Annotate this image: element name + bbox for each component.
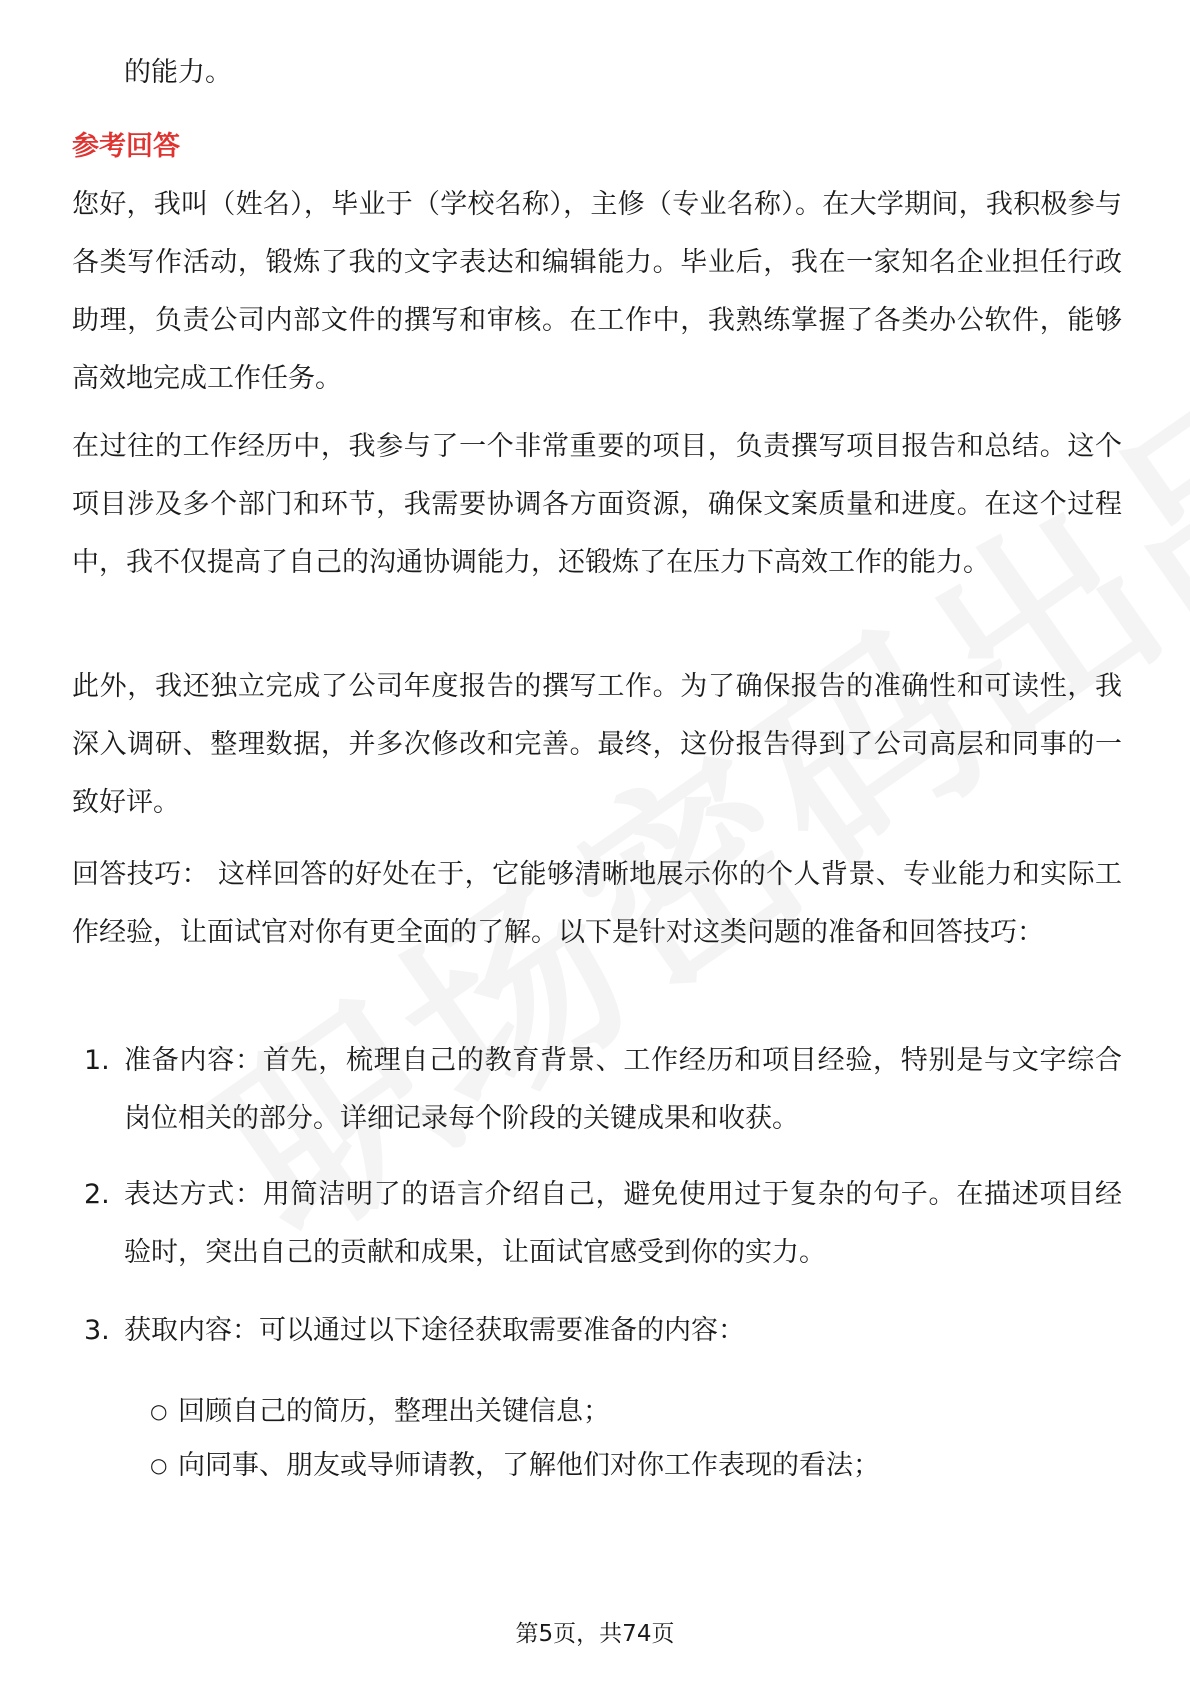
circle-bullet-icon: ○ [150,1453,168,1477]
list-item [72,1166,1122,1282]
paragraph-text: 您好，我叫（姓名），毕业于（学校名称），主修（专业名称）。在大学期间，我积极参与各类写作活动，锻炼了我的文字表达和编辑能力。毕业后，我在一家知名企业担任行政助理，负责公司内部文件的撰写和审核。在工作中，我熟练掌握了各类办公软件，能够高效地完成工作任务。 [72,189,1122,394]
sub-list-text: 向同事、朋友或导师请教，了解他们对你工作表现的看法； [178,1450,880,1481]
list-item [72,1032,1122,1148]
list-text: 获取内容：可以通过以下途径获取需要准备的内容： [124,1315,745,1346]
paragraph-text: 回答技巧： 这样回答的好处在于，它能够清晰地展示你的个人背景、专业能力和实际工作经验，让面试官对你有更全面的了解。以下是针对这类问题的准备和回答技巧： [72,859,1122,948]
paragraph-project [72,418,1122,592]
paragraph-intro [72,176,1122,408]
section-heading: 参考回答 [72,131,180,162]
list-item [72,1302,1122,1360]
circle-bullet-icon: ○ [150,1399,168,1423]
sub-list-item [150,1436,1110,1495]
paragraph-tips [72,846,1122,962]
page-footer: 第5页，共74页 [515,1621,675,1647]
list-number: 1. [84,1045,110,1076]
paragraph-text: 此外，我还独立完成了公司年度报告的撰写工作。为了确保报告的准确性和可读性，我深入调研、整理数据，并多次修改和完善。最终，这份报告得到了公司高层和同事的一致好评。 [72,671,1122,818]
sub-list-text: 回顾自己的简历，整理出关键信息； [178,1396,610,1427]
list-text: 表达方式：用简洁明了的语言介绍自己，避免使用过于复杂的句子。在描述项目经验时，突出自己的贡献和成果，让面试官感受到你的实力。 [124,1179,1122,1268]
paragraph-text: 在过往的工作经历中，我参与了一个非常重要的项目，负责撰写项目报告和总结。这个项目涉及多个部门和环节，我需要协调各方面资源，确保文案质量和进度。在这个过程中，我不仅提高了自己的沟通协调能力，还锻炼了在压力下高效工作的能力。 [72,431,1122,578]
list-number: 2. [84,1179,110,1210]
continuation-text: 的能力。 [124,57,232,88]
list-number: 3. [84,1315,110,1346]
paragraph-annual-report [72,658,1122,832]
list-text: 准备内容：首先，梳理自己的教育背景、工作经历和项目经验，特别是与文字综合岗位相关的部分。详细记录每个阶段的关键成果和收获。 [124,1045,1122,1134]
sub-list-item [150,1382,1110,1441]
